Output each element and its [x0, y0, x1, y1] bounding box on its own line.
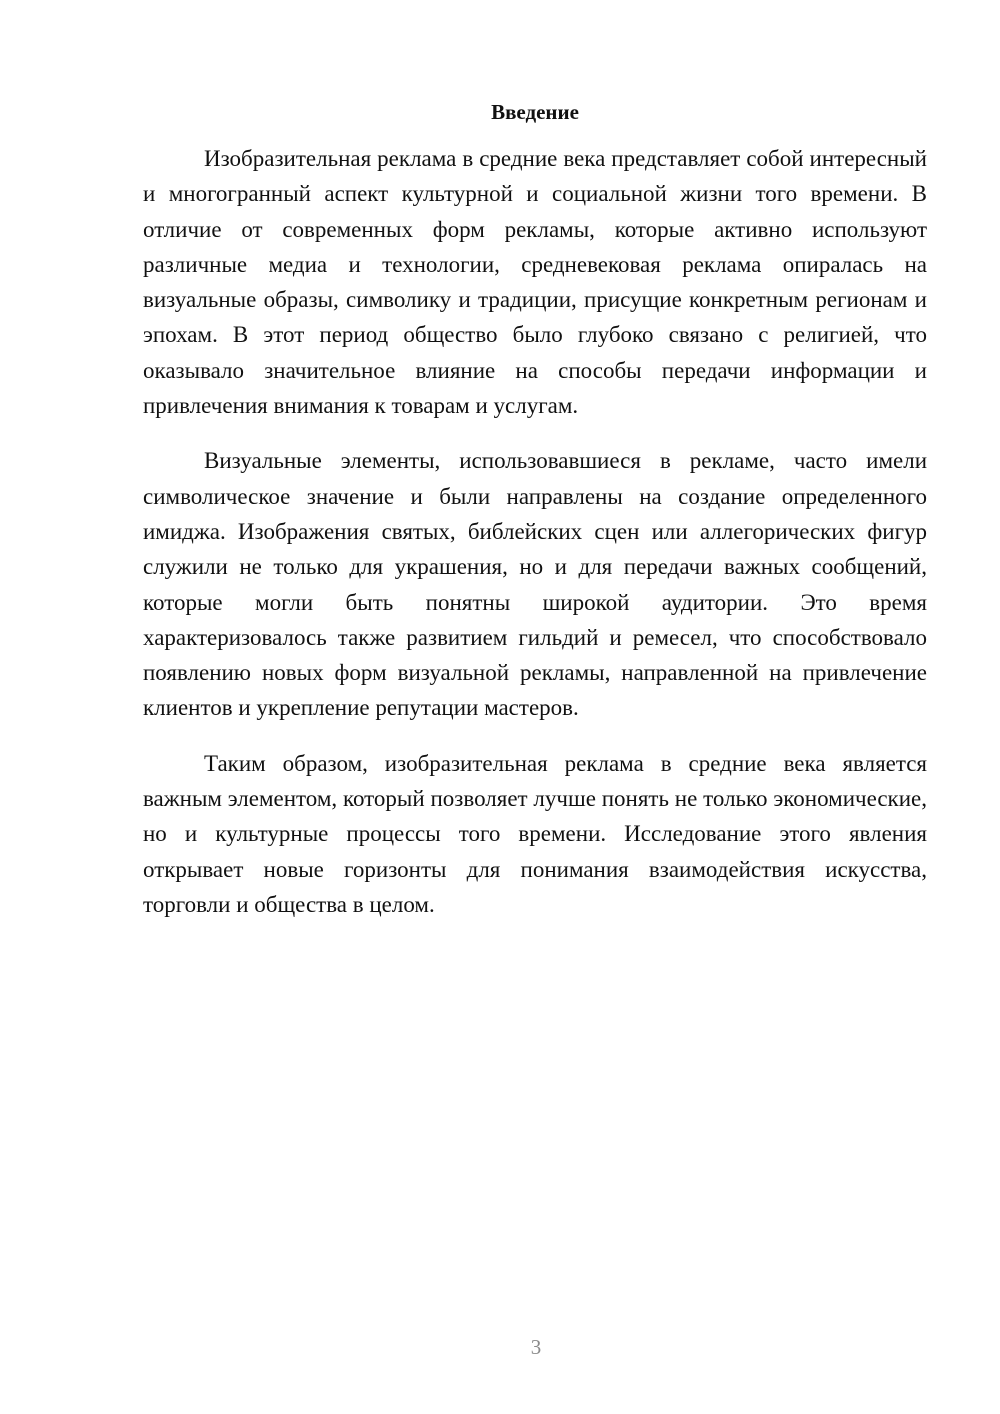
paragraph-2: Визуальные элементы, использовавшиеся в рекламе, часто имели символическое значение и были направлены на создание определенного имиджа. Изображения святых, библейских сцен или аллегорических фигур служили не только для украшения, но и для передачи важных сообщений, которые могли быть понятны широкой аудитории. Это время характеризовалось также развитием гильдий и ремесел, что способствовало появлению новых форм визуальной рекламы, направленной на привлечение клиентов и укрепление репутации мастеров. [143, 448, 927, 721]
page-number: 3 [530, 1335, 542, 1359]
paragraph-3: Таким образом, изобразительная реклама в средние века является важным элементом, который позволяет лучше понять не только экономические, но и культурные процессы того времени. Исследование этого явления открывает новые горизонты для понимания взаимодействия искусства, торговли и общества в целом. [143, 750, 927, 917]
section-heading: Введение [491, 100, 579, 124]
body-text [143, 141, 927, 942]
paragraph-1: Изобразительная реклама в средние века представляет собой интересный и многогранный аспект культурной и социальной жизни того времени. В отличие от современных форм рекламы, которые активно используют различные медиа и технологии, средневековая реклама опиралась на визуальные образы, символику и традиции, присущие конкретным регионам и эпохам. В этот период общество было глубоко связано с религией, что оказывало значительное влияние на способы передачи информации и привлечения внимания к товарам и услугам. [143, 146, 927, 419]
